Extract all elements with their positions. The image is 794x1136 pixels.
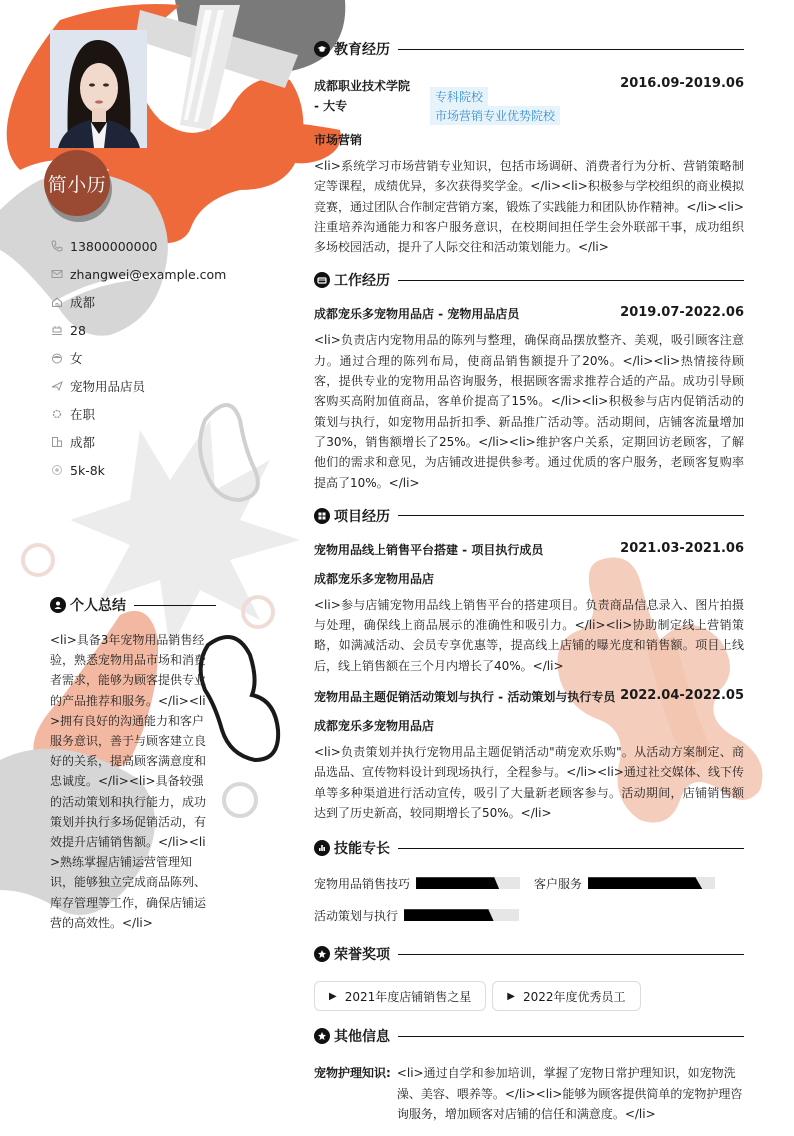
other-row bbox=[314, 1063, 744, 1124]
gender-icon bbox=[50, 351, 64, 365]
project-heading: 宠物用品线上销售平台搭建 - 项目执行成员 bbox=[314, 542, 544, 557]
project-desc: <li>参与店铺宠物用品线上销售平台的搭建项目。负责商品信息录入、图片拍摄与处理，确保线上商品展示的准确性和吸引力。</li><li>协助制定线上营销策略，如满减活动、会员专享优惠等，提高线上店铺的曝光度和销售额。项目上线后，线上销售额在三个月内增长了40%。</li> bbox=[314, 597, 744, 673]
project-date: 2022.04-2022.05 bbox=[620, 688, 744, 704]
major: 市场营销 bbox=[314, 133, 363, 147]
other-key: 宠物护理知识: bbox=[314, 1066, 391, 1081]
work-row bbox=[314, 305, 744, 322]
award-item: ▶ 2021年度店铺销售之星 bbox=[314, 981, 486, 1011]
bar-chart-icon bbox=[314, 840, 330, 856]
awards-heading: 荣誉奖项 bbox=[314, 941, 744, 967]
education-row bbox=[314, 76, 744, 125]
skill-bar bbox=[588, 877, 715, 889]
project-row-1 bbox=[314, 541, 744, 558]
status-icon bbox=[50, 407, 64, 421]
main-content bbox=[314, 36, 744, 1124]
divider bbox=[398, 515, 744, 516]
home-icon bbox=[50, 295, 64, 309]
education-desc: <li>系统学习市场营销专业知识，包括市场调研、消费者行为分析、营销策略制定等课程，成绩优异，多次获得奖学金。</li><li>积极参与学校组织的商业模拟竞赛，通过团队合作制定营销方案，锻炼了实践能力和团队协作精神。</li><li>注重培养沟通能力和客户服务意识，在校期间担任学生会外联部干事，成功组织多场校园活动，提升了人际交往和活动策划能力。</li> bbox=[314, 159, 744, 255]
summary-text: <li>具备3年宠物用品销售经验，熟悉宠物用品市场和消费者需求，能够为顾客提供专业的产品推荐和服务。</li><li>拥有良好的沟通能力和客户服务意识，善于与顾客建立良好的关系，提高顾客满意度和忠诚度。</li><li>具备较强的活动策划和执行能力，成功策划并执行多场促销活动，有效提升店铺销售额。</li><li>熟练掌握店铺运营管理知识，能够独立完成商品陈列、库存管理等工作，确保店铺运营的高效性。</li> bbox=[50, 633, 207, 930]
skill-row bbox=[314, 867, 744, 899]
education-heading: 教育经历 bbox=[314, 36, 744, 62]
work-heading: 工作经历 bbox=[314, 267, 744, 293]
skills-list bbox=[314, 867, 744, 931]
project-desc: <li>负责策划并执行宠物用品主题促销活动"萌宠欢乐购"。从活动方案制定、商品选品、宣传物料设计到现场执行，全程参与。</li><li>通过社交媒体、线下传单等多种渠道进行活动宣传，吸引了大量新老顾客参与。活动期间，店铺销售额达到了历史新高，较同期增长了50%。</li> bbox=[314, 745, 744, 820]
divider bbox=[398, 954, 744, 955]
tag-school-advantage: 市场营销专业优势院校 bbox=[430, 106, 560, 125]
info-home: 成都 bbox=[50, 288, 226, 316]
tag-school-type: 专科院校 bbox=[430, 87, 488, 106]
info-job: 宠物用品店员 bbox=[50, 372, 226, 400]
work-date: 2019.07-2022.06 bbox=[620, 305, 744, 321]
triangle-right-icon: ▶ bbox=[507, 990, 515, 1002]
work-desc: <li>负责店内宠物用品的陈列与整理，确保商品摆放整齐、美观，吸引顾客注意力。通过合理的陈列布局，使商品销售额提升了20%。</li><li>热情接待顾客，提供专业的宠物用品咨询服务，根据顾客需求推荐合适的产品。成功引导顾客购买高附加值商品，客单价提高了15%。</li><li>积极参与店内促销活动的策划与执行，如宠物用品折扣季、新品推广活动等。活动期间，店铺客流量增加了30%，销售额增长了25%。</li><li>维护客户关系，定期回访老顾客，了解他们的需求和意见，为店铺改进提供参考。通过优质的客户服务，老顾客复购率提高了10%。</li> bbox=[314, 333, 744, 490]
contact-info-list bbox=[50, 232, 226, 484]
job-icon bbox=[50, 379, 64, 393]
divider bbox=[398, 1036, 744, 1037]
info-status: 在职 bbox=[50, 400, 226, 428]
award-icon bbox=[314, 1028, 330, 1044]
info-age: 28 bbox=[50, 316, 226, 344]
sidebar bbox=[0, 0, 270, 1136]
award-icon bbox=[314, 946, 330, 962]
skill-row bbox=[314, 899, 744, 931]
project-org: 成都宠乐多宠物用品店 bbox=[314, 571, 435, 586]
grid-icon bbox=[314, 508, 330, 524]
divider bbox=[398, 848, 744, 849]
phone-icon bbox=[50, 239, 64, 253]
graduation-cap-icon bbox=[314, 41, 330, 57]
projects-heading: 项目经历 bbox=[314, 503, 744, 529]
skill-bar-fill bbox=[416, 877, 499, 889]
briefcase-icon bbox=[314, 272, 330, 288]
email-icon bbox=[50, 267, 64, 281]
skill-bar bbox=[404, 909, 519, 921]
project-org: 成都宠乐多宠物用品店 bbox=[314, 719, 435, 734]
triangle-right-icon: ▶ bbox=[329, 990, 337, 1002]
age-icon bbox=[50, 323, 64, 337]
award-item: ▶ 2022年度优秀员工 bbox=[492, 981, 640, 1011]
awards-list bbox=[314, 981, 744, 1011]
user-icon bbox=[50, 597, 66, 613]
candidate-name: 简小历 bbox=[47, 173, 107, 196]
skill-name: 活动策划与执行 bbox=[314, 908, 399, 923]
skill-bar-fill bbox=[404, 909, 494, 921]
summary-heading: 个人总结 bbox=[50, 595, 216, 615]
divider bbox=[398, 280, 744, 281]
skill-bar-fill bbox=[588, 877, 702, 889]
project-heading: 宠物用品主题促销活动策划与执行 - 活动策划与执行专员 bbox=[314, 690, 616, 705]
education-date: 2016.09-2019.06 bbox=[620, 76, 744, 91]
name-badge bbox=[44, 150, 110, 216]
project-row-2 bbox=[314, 688, 744, 705]
skills-heading: 技能专长 bbox=[314, 835, 744, 861]
work-heading-text: 成都宠乐多宠物用品店 - 宠物用品店员 bbox=[314, 307, 520, 322]
info-phone: 13800000000 bbox=[50, 232, 226, 260]
divider bbox=[134, 605, 216, 606]
info-city: 成都 bbox=[50, 428, 226, 456]
skill-name: 宠物用品销售技巧 bbox=[314, 876, 411, 891]
salary-icon bbox=[50, 463, 64, 477]
other-value: <li>通过自学和参加培训，掌握了宠物日常护理知识，如宠物洗澡、美容、喂养等。</li><li>能够为顾客提供简单的宠物护理咨询服务，增加顾客对店铺的信任和满意度。</li> bbox=[396, 1066, 743, 1121]
school-name: 成都职业技术学院 - 大专 bbox=[314, 79, 411, 113]
info-email: zhangwei@example.com bbox=[50, 260, 226, 288]
city-icon bbox=[50, 435, 64, 449]
info-salary: 5k-8k bbox=[50, 456, 226, 484]
info-gender: 女 bbox=[50, 344, 226, 372]
skill-bar bbox=[416, 877, 520, 889]
divider bbox=[398, 49, 744, 50]
school-tags bbox=[422, 76, 620, 125]
profile-photo bbox=[50, 30, 147, 148]
other-heading: 其他信息 bbox=[314, 1023, 744, 1049]
skill-name: 客户服务 bbox=[534, 876, 583, 891]
project-date: 2021.03-2021.06 bbox=[620, 540, 744, 556]
